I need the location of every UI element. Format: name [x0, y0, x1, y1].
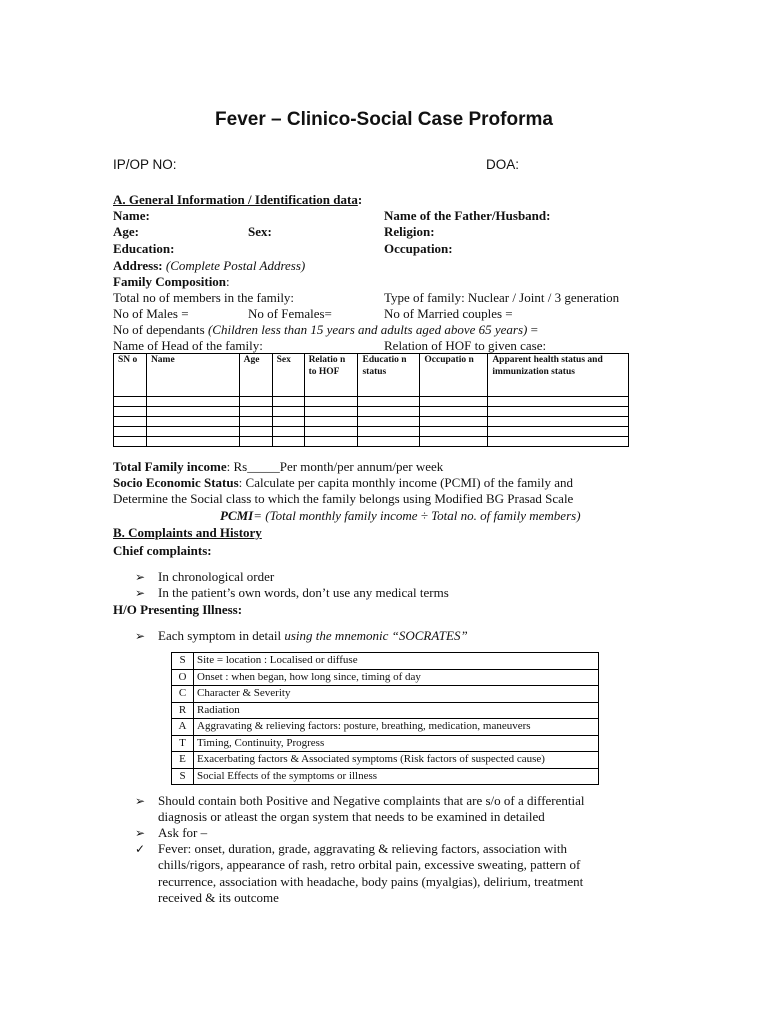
arrow-bullet-icon: ➢: [135, 826, 146, 840]
should-contain-text: Should contain both Positive and Negative complaints that are s/o of a differential diagnosis or atleast the organ system that needs to be examined in detailed: [158, 793, 585, 825]
col-occupation: Occupatio n: [420, 354, 488, 397]
occupation-label: Occupation:: [384, 241, 453, 256]
table-row: [172, 686, 599, 703]
total-members: Total no of members in the family:: [113, 290, 295, 305]
table-row: [172, 752, 599, 769]
socrates-letter: C: [172, 686, 194, 703]
head-of-family: Name of Head of the family:: [113, 338, 263, 353]
total-family-income: Total Family income: Rs_____Per month/per annum/per week: [113, 459, 444, 474]
hopi-label: H/O Presenting Illness:: [113, 602, 243, 617]
section-a-heading: A. General Information / Identification data:: [113, 192, 363, 207]
ses-line-1: Socio Economic Status: Calculate per capita monthly income (PCMI) of the family and: [113, 475, 573, 490]
fever-details: Fever: onset, duration, grade, aggravating & relieving factors, association with chills/rigors, appearance of rash, retro orbital pain, excessive sweating, pattern of recurrence, association with headache, body pains (myalgias), delirium, treatment received & its outcome: [158, 841, 584, 906]
sex-label: Sex:: [248, 224, 272, 239]
checkmark-icon: ✓: [135, 842, 146, 856]
socrates-letter: O: [172, 669, 194, 686]
socrates-text: Timing, Continuity, Progress: [194, 735, 599, 752]
table-row: [114, 427, 629, 437]
socrates-text: Site = location : Localised or diffuse: [194, 653, 599, 670]
family-composition-label: Family Composition:: [113, 274, 230, 289]
socrates-intro: Each symptom in detail using the mnemonic “SOCRATES”: [158, 628, 468, 643]
ses-line-2: Determine the Social class to which the family belongs using Modified BG Prasad Scale: [113, 491, 574, 506]
section-b-heading: B. Complaints and History: [113, 525, 262, 540]
socrates-text: Exacerbating factors & Associated symptoms (Risk factors of suspected cause): [194, 752, 599, 769]
arrow-bullet-icon: ➢: [135, 586, 146, 600]
socrates-text: Character & Severity: [194, 686, 599, 703]
chief-item-1: In chronological order: [158, 569, 275, 584]
col-name: Name: [146, 354, 239, 397]
table-row: [114, 407, 629, 417]
col-sno: SN o: [114, 354, 147, 397]
name-label: Name:: [113, 208, 150, 223]
page-title: Fever – Clinico-Social Case Proforma: [215, 109, 553, 130]
family-table-header: [114, 354, 629, 397]
table-row: [172, 702, 599, 719]
socrates-text: Social Effects of the symptoms or illness: [194, 768, 599, 785]
col-health: Apparent health status and immunization status: [488, 354, 629, 397]
socrates-letter: S: [172, 653, 194, 670]
religion-label: Religion:: [384, 224, 435, 239]
socrates-text: Radiation: [194, 702, 599, 719]
arrow-bullet-icon: ➢: [135, 794, 146, 808]
address-line: Address: (Complete Postal Address): [113, 258, 306, 273]
table-row: [114, 417, 629, 427]
col-sex: Sex: [272, 354, 304, 397]
chief-item-2: In the patient’s own words, don’t use any medical terms: [158, 585, 449, 600]
socrates-letter: E: [172, 752, 194, 769]
relation-hof: Relation of HOF to given case:: [384, 338, 547, 353]
married-couples: No of Married couples =: [384, 306, 513, 321]
chief-complaints-label: Chief complaints:: [113, 543, 212, 558]
table-row: [172, 653, 599, 670]
doa-label: DOA:: [486, 157, 520, 172]
table-row: [114, 397, 629, 407]
socrates-table: [171, 652, 599, 785]
education-label: Education:: [113, 241, 175, 256]
dependants-line: No of dependants (Children less than 15 years and adults aged above 65 years) =: [113, 322, 538, 337]
col-education: Educatio n status: [358, 354, 420, 397]
arrow-bullet-icon: ➢: [135, 570, 146, 584]
table-row: [172, 768, 599, 785]
pcmi-formula: PCMI= (Total monthly family income ÷ Total no. of family members): [220, 508, 581, 523]
socrates-letter: R: [172, 702, 194, 719]
ipop-label: IP/OP NO:: [113, 157, 177, 172]
table-row: [114, 437, 629, 447]
father-label: Name of the Father/Husband:: [384, 208, 551, 223]
type-of-family: Type of family: Nuclear / Joint / 3 generation: [384, 290, 620, 305]
table-row: [172, 669, 599, 686]
no-of-males: No of Males =: [113, 306, 189, 321]
socrates-text: Aggravating & relieving factors: posture, breathing, medication, maneuvers: [194, 719, 599, 736]
no-of-females: No of Females=: [248, 306, 332, 321]
table-row: [172, 719, 599, 736]
socrates-letter: A: [172, 719, 194, 736]
col-relation: Relatio n to HOF: [304, 354, 358, 397]
col-age: Age: [239, 354, 272, 397]
age-label: Age:: [113, 224, 139, 239]
ask-for-label: Ask for –: [158, 825, 208, 840]
table-row: [172, 735, 599, 752]
arrow-bullet-icon: ➢: [135, 629, 146, 643]
socrates-text: Onset : when began, how long since, timing of day: [194, 669, 599, 686]
socrates-letter: S: [172, 768, 194, 785]
family-table: [113, 353, 629, 447]
socrates-letter: T: [172, 735, 194, 752]
